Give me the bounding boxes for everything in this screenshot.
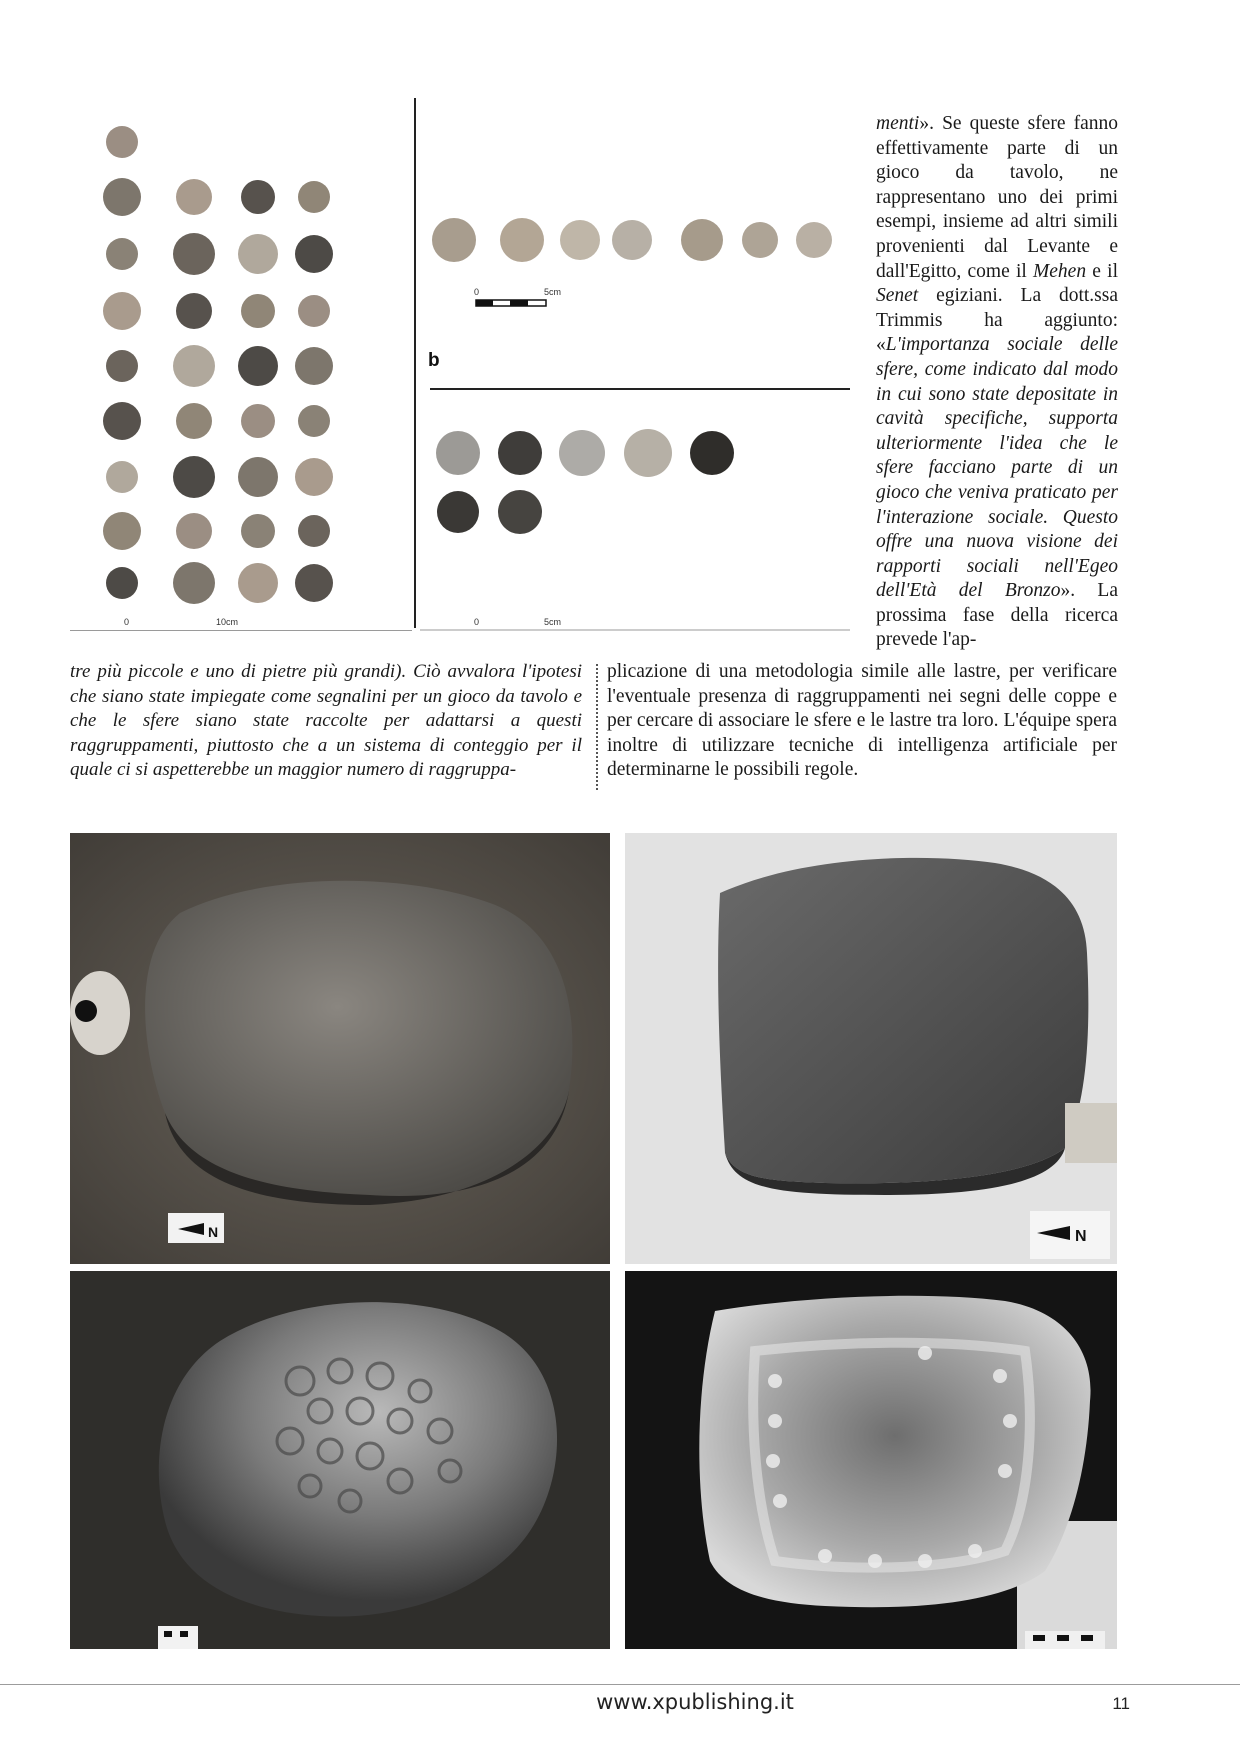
right-column-run: Senet [876, 285, 919, 307]
article-text-right-column [876, 112, 1118, 653]
sphere-a [238, 346, 278, 386]
sphere-b-upper [742, 222, 778, 258]
sphere-a [103, 512, 141, 550]
photo-stone-slab-1 [70, 833, 610, 1264]
figure-divider [414, 98, 416, 628]
sphere-b-upper [796, 222, 832, 258]
scale-zero-b-upper: 0 [474, 287, 480, 297]
sphere-b-lower [690, 431, 734, 475]
sphere-a [106, 126, 138, 158]
left-bottom-paragraph: tre più piccole e uno di pietre più grandi). Ciò avvalora l'ipotesi che siano state impiegate come segnalini per un gioco da tavolo e che le sfere siano state raccolte per adattarsi a questi raggruppamenti, piuttosto che a un sistema di conteggio per il quale ci si aspetterebbe un maggior numero di raggruppa- [70, 661, 582, 781]
column-divider-dotted [596, 664, 598, 790]
sphere-b-lower [624, 429, 672, 477]
figure-a-baseline [70, 630, 412, 631]
sphere-a [103, 178, 141, 216]
sphere-a [173, 456, 215, 498]
sphere-a [241, 294, 275, 328]
sphere-a [238, 457, 278, 497]
sphere-b-lower [498, 431, 542, 475]
sphere-a [295, 347, 333, 385]
figure-spheres-b [420, 96, 850, 632]
scale-bar-upper [476, 300, 546, 306]
scale-bar-photo-2 [1030, 1211, 1110, 1259]
right-column-run: egiziani. La dott.ssa Trimmis ha aggiunto: « [876, 285, 1118, 356]
sphere-a [173, 233, 215, 275]
svg-text:N: N [208, 1224, 219, 1240]
right-column-run: menti [876, 113, 920, 134]
right-column-run: Mehen [1033, 260, 1087, 282]
sphere-a [241, 180, 275, 214]
sphere-a [176, 179, 212, 215]
sphere-b-upper [500, 218, 544, 262]
sphere-b-upper [681, 219, 723, 261]
sphere-a [298, 515, 330, 547]
sphere-a [176, 403, 212, 439]
sphere-b-upper [560, 220, 600, 260]
page-number: 11 [1112, 1694, 1130, 1713]
footer-website-link[interactable]: www.xpublishing.it [596, 1690, 794, 1714]
sphere-a [106, 238, 138, 270]
scale-label-b-upper: 5cm [544, 287, 562, 297]
right-column-run: L'importanza sociale delle sfere, come indicato dal modo in cui sono state depositate in cavità specifiche, supporta ulteriormente l'idea che le sfere facciano parte di un gioco che veniva praticato per l'interazione sociale. Questo offre una nuova visione dei rapporti sociali nell'Egeo dell'Età del Bronzo [876, 334, 1118, 602]
scale-zero-a: 0 [124, 617, 130, 627]
spheres-rows-image [420, 96, 850, 632]
sphere-b-upper [432, 218, 476, 262]
scale-label-b-lower: 5cm [544, 617, 562, 627]
figure-spheres-a [70, 96, 412, 632]
photo-stone-slab-1-relief [70, 1271, 610, 1649]
article-text-left-bottom [70, 660, 582, 783]
sphere-a [176, 513, 212, 549]
sphere-a [295, 564, 333, 602]
right-bottom-paragraph: plicazione di una metodologia simile alle lastre, per verificare l'eventuale presenza di raggruppamenti nei segni delle coppe e per cercare di associare le sfere e le lastre tra loro. L'équipe spera inoltre di utilizzare tecniche di intelligenza artificiale per determinarne le possibili regole. [607, 661, 1117, 781]
sphere-a [298, 295, 330, 327]
figure-letter-b: b [428, 350, 440, 371]
right-column-paragraph [876, 112, 1118, 653]
scale-zero-b-lower: 0 [474, 617, 480, 627]
sphere-a [173, 562, 215, 604]
sphere-b-lower [498, 490, 542, 534]
sphere-a [106, 350, 138, 382]
right-column-run: e il [1086, 260, 1118, 282]
scale-bar-photo-1 [168, 1213, 224, 1243]
sphere-b-lower [559, 430, 605, 476]
sphere-a [295, 458, 333, 496]
sphere-a [298, 405, 330, 437]
sphere-a [241, 514, 275, 548]
sphere-a [241, 404, 275, 438]
sphere-a [295, 235, 333, 273]
sphere-a [238, 234, 278, 274]
photo-stone-slab-2 [625, 833, 1117, 1264]
sphere-b-lower [436, 431, 480, 475]
scale-bar-photo-4 [1025, 1631, 1105, 1649]
sphere-a [103, 402, 141, 440]
article-text-right-bottom [607, 660, 1117, 783]
scale-label-a: 10cm [216, 617, 239, 627]
photo-stone-slab-2-relief [625, 1271, 1117, 1649]
spheres-grid-image [70, 96, 412, 632]
footer-rule [0, 1684, 1240, 1685]
sphere-a [106, 461, 138, 493]
right-column-run: ». La prossima fase della ricerca prevede l'ap- [876, 580, 1118, 651]
sphere-b-upper [612, 220, 652, 260]
scale-bar-photo-3 [158, 1626, 198, 1649]
sphere-a [238, 563, 278, 603]
sphere-a [106, 567, 138, 599]
sphere-a [173, 345, 215, 387]
sphere-b-lower [437, 491, 479, 533]
svg-text:N: N [1075, 1228, 1087, 1245]
sphere-a [103, 292, 141, 330]
sphere-a [298, 181, 330, 213]
sphere-a [176, 293, 212, 329]
right-column-run: ». Se queste sfere fanno effettivamente parte di un gioco da tavolo, ne rappresentano uno dei primi esempi, insieme ad altri simili provenienti dal Levante e dall'Egitto, come il [876, 113, 1118, 282]
